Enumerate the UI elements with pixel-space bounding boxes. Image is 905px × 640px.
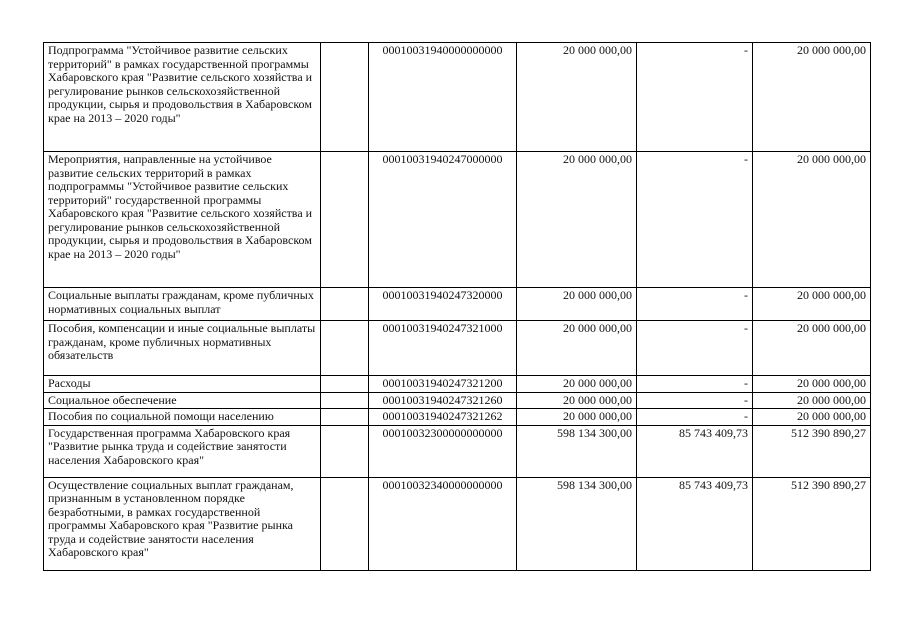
expense-name-cell: Мероприятия, направленные на устойчивое развитие сельских территорий в рамках подпрограммы "Устойчивое развитие сельских территорий" государственной программы Хабаровского края "Развитие сельского хозяйства и регулирование рынков сельскохозяйственной продукции, сырья и продовольствия в Хабаровском крае на 2013 – 2020 годы" [44, 152, 321, 288]
remaining-amount-cell: 512 390 890,27 [753, 425, 871, 477]
planned-amount-cell: 20 000 000,00 [517, 376, 637, 393]
table-row [44, 376, 871, 393]
planned-amount-cell: 20 000 000,00 [517, 392, 637, 409]
empty-cell [321, 477, 369, 570]
planned-amount-cell: 598 134 300,00 [517, 477, 637, 570]
budget-code-cell: 00010031940247321260 [369, 392, 517, 409]
planned-amount-cell: 20 000 000,00 [517, 409, 637, 426]
budget-code-cell: 00010031940247321200 [369, 376, 517, 393]
remaining-amount-cell: 20 000 000,00 [753, 288, 871, 321]
empty-cell [321, 152, 369, 288]
executed-amount-cell: 85 743 409,73 [637, 425, 753, 477]
table-row [44, 152, 871, 288]
executed-amount-cell: - [637, 392, 753, 409]
planned-amount-cell: 20 000 000,00 [517, 43, 637, 152]
table-row [44, 43, 871, 152]
budget-code-cell: 00010031940000000000 [369, 43, 517, 152]
remaining-amount-cell: 20 000 000,00 [753, 409, 871, 426]
executed-amount-cell: - [637, 288, 753, 321]
remaining-amount-cell: 20 000 000,00 [753, 152, 871, 288]
budget-execution-table [43, 42, 871, 571]
empty-cell [321, 409, 369, 426]
executed-amount-cell: - [637, 321, 753, 376]
budget-code-cell: 00010031940247000000 [369, 152, 517, 288]
remaining-amount-cell: 20 000 000,00 [753, 392, 871, 409]
executed-amount-cell: - [637, 409, 753, 426]
budget-code-cell: 00010032340000000000 [369, 477, 517, 570]
planned-amount-cell: 20 000 000,00 [517, 321, 637, 376]
expense-name-cell: Социальное обеспечение [44, 392, 321, 409]
table-row [44, 392, 871, 409]
empty-cell [321, 425, 369, 477]
planned-amount-cell: 20 000 000,00 [517, 152, 637, 288]
table-row [44, 477, 871, 570]
budget-code-cell: 00010031940247321000 [369, 321, 517, 376]
budget-code-cell: 00010031940247320000 [369, 288, 517, 321]
budget-code-cell: 00010031940247321262 [369, 409, 517, 426]
expense-name-cell: Государственная программа Хабаровского края "Развитие рынка труда и содействие занятости населения Хабаровского края" [44, 425, 321, 477]
planned-amount-cell: 20 000 000,00 [517, 288, 637, 321]
budget-code-cell: 00010032300000000000 [369, 425, 517, 477]
expense-name-cell: Осуществление социальных выплат гражданам, признанным в установленном порядке безработными, в рамках государственной программы Хабаровского края "Развитие рынка труда и содействие занятости населения Хабаровского края" [44, 477, 321, 570]
empty-cell [321, 43, 369, 152]
expense-name-cell: Пособия, компенсации и иные социальные выплаты гражданам, кроме публичных нормативных обязательств [44, 321, 321, 376]
expense-name-cell: Социальные выплаты гражданам, кроме публичных нормативных социальных выплат [44, 288, 321, 321]
empty-cell [321, 392, 369, 409]
expense-name-cell: Пособия по социальной помощи населению [44, 409, 321, 426]
expense-name-cell: Расходы [44, 376, 321, 393]
empty-cell [321, 288, 369, 321]
expense-name-cell: Подпрограмма "Устойчивое развитие сельских территорий" в рамках государственной программы Хабаровского края "Развитие сельского хозяйства и регулирование рынков сельскохозяйственной продукции, сырья и продовольствия в Хабаровском крае на 2013 – 2020 годы" [44, 43, 321, 152]
empty-cell [321, 321, 369, 376]
table-row [44, 409, 871, 426]
empty-cell [321, 376, 369, 393]
table-row [44, 425, 871, 477]
planned-amount-cell: 598 134 300,00 [517, 425, 637, 477]
remaining-amount-cell: 20 000 000,00 [753, 321, 871, 376]
table-row [44, 321, 871, 376]
remaining-amount-cell: 20 000 000,00 [753, 376, 871, 393]
executed-amount-cell: - [637, 152, 753, 288]
executed-amount-cell: - [637, 376, 753, 393]
remaining-amount-cell: 512 390 890,27 [753, 477, 871, 570]
remaining-amount-cell: 20 000 000,00 [753, 43, 871, 152]
executed-amount-cell: 85 743 409,73 [637, 477, 753, 570]
executed-amount-cell: - [637, 43, 753, 152]
table-row [44, 288, 871, 321]
